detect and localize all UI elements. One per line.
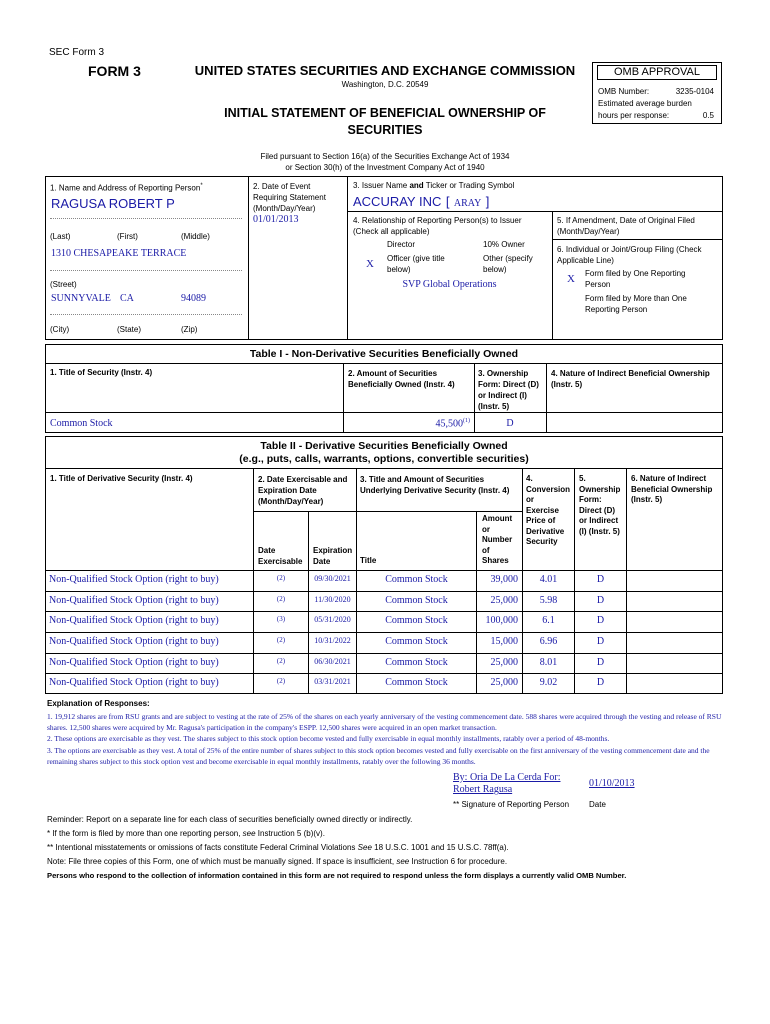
filed-pursuant-line1: Filed pursuant to Section 16(a) of the Securities Exchange Act of 1934 xyxy=(260,152,510,161)
underlying-shares: 100,000 xyxy=(485,615,518,627)
box3-label: 3. Issuer Name and Ticker or Trading Symbol xyxy=(353,181,515,190)
signature-value: By: Oria De La Cerda For: Robert Ragusa xyxy=(453,772,561,795)
underlying-shares: 25,000 xyxy=(490,677,518,689)
date-label: Date xyxy=(589,800,606,809)
table1-row-form: D xyxy=(506,418,514,429)
derivative-title: Non-Qualified Stock Option (right to buy) xyxy=(49,677,219,689)
derivative-title: Non-Qualified Stock Option (right to buy) xyxy=(49,594,219,606)
omb-hours-value: 0.5 xyxy=(702,111,714,120)
table1-row-amount: 45,500$^{(1)}$ xyxy=(435,418,470,430)
table2-header-underlying: 3. Title and Amount of Securities Underlying Derivative Security (Instr. 4) xyxy=(360,475,510,495)
one-reporting-person-option: Form filed by One Reporting Person xyxy=(585,269,686,289)
date-exercisable: (2) xyxy=(276,677,286,686)
ownership-form: D xyxy=(596,677,605,689)
officer-title-value: SVP Global Operations xyxy=(402,279,497,290)
ownership-form: D xyxy=(596,656,605,668)
footnote-3: 3. The options are exercisable as they vest. A total of 25% of the entire number of shares subject to this stock option becomes vested and fully exercisable on the first anniversary of the vesting commencement date and the remaining shares subject to this stock option vest and become exercisable in equal monthly installments, ratably over the following 36 months. xyxy=(47,746,710,766)
date-exercisable: (2) xyxy=(276,594,286,603)
table2-header-amount-shares: Amount or Number of Shares xyxy=(482,514,513,565)
row-divider xyxy=(45,673,723,674)
table2-header-title: 1. Title of Derivative Security (Instr. 4) xyxy=(50,474,193,483)
ten-percent-owner-label: 10% Owner xyxy=(483,240,525,249)
table1-header-nature: 4. Nature of Indirect Beneficial Ownership (Instr. 5) xyxy=(551,369,710,389)
date-exercisable: (3) xyxy=(276,615,286,624)
filed-pursuant-line2: or Section 30(h) of the Investment Company Act of 1940 xyxy=(285,163,485,172)
zip-value: 94089 xyxy=(181,293,206,304)
box1-label: 1. Name and Address of Reporting Person* xyxy=(50,183,203,193)
footnote-1: 1. 19,912 shares are from RSU grants and are subject to vesting at the rate of 25% of the shares on each yearly anniversary of the vesting commencement date. 588 shares were acquired through the vesting and release of RSU shares. 12,500 shares were acquired by Mr. Ragusa's participation in the company's ESPP. 12,500 shares were acquired in an open market transaction. xyxy=(47,712,722,732)
expiration-date: 10/31/2022 xyxy=(314,636,351,645)
exercise-price: 6.96 xyxy=(539,636,558,647)
underlying-title: Common Stock xyxy=(385,594,448,606)
multiple-reporting-persons-option: Form filed by More than One Reporting Person xyxy=(585,294,687,314)
table2-title: Table II - Derivative Securities Beneficially Owned (e.g., puts, calls, warrants, options, convertible securities) xyxy=(239,440,529,465)
exercise-price: 4.01 xyxy=(539,574,558,585)
street-value: 1310 CHESAPEAKE TERRACE xyxy=(51,248,187,259)
omb-burden-label: Estimated average burden xyxy=(598,99,692,108)
underlying-title: Common Stock xyxy=(385,636,448,647)
omb-number-label: OMB Number: xyxy=(598,87,650,96)
date-exercisable: (2) xyxy=(276,656,286,665)
note-omb-number: Persons who respond to the collection of information contained in this form are not required to respond unless the form displays a currently valid OMB Number. xyxy=(47,871,627,880)
box5-label: 5. If Amendment, Date of Original Filed (Month/Day/Year) xyxy=(557,216,695,236)
commission-location: Washington, D.C. 20549 xyxy=(341,80,429,89)
city-value: SUNNYVALE xyxy=(51,293,111,304)
table2-header-nature: 6. Nature of Indirect Beneficial Ownership (Instr. 5) xyxy=(631,474,713,504)
ownership-form: D xyxy=(596,636,605,647)
other-label: Other (specify below) xyxy=(483,254,533,274)
note-file-copies: Note: File three copies of this Form, one of which must be manually signed. If space is insufficient, see Instruction 6 for procedure. xyxy=(47,857,508,866)
date-exercisable: (2) xyxy=(276,574,286,582)
table2-header-ownership-form: 5. Ownership Form: Direct (D) or Indirect (I) (Instr. 5) xyxy=(579,474,621,536)
state-value: CA xyxy=(120,293,134,304)
filing-type-checkmark: X xyxy=(567,273,575,285)
table1-title: Table I - Non-Derivative Securities Beneficially Owned xyxy=(249,348,519,360)
zip-label: (Zip) xyxy=(181,325,198,334)
exercise-price: 8.01 xyxy=(539,656,558,668)
underlying-title: Common Stock xyxy=(385,677,448,689)
row-divider xyxy=(45,591,723,592)
exercise-price: 5.98 xyxy=(539,594,558,606)
table1-header-amount: 2. Amount of Securities Beneficially Owned (Instr. 4) xyxy=(348,369,455,389)
table2-header-dates: 2. Date Exercisable and Expiration Date (Month/Day/Year) xyxy=(258,475,348,506)
officer-label: Officer (give title below) xyxy=(387,254,445,274)
underlying-title: Common Stock xyxy=(385,615,448,627)
expiration-date: 06/30/2021 xyxy=(314,656,351,666)
row-divider xyxy=(45,611,723,612)
box6-label: 6. Individual or Joint/Group Filing (Check Applicable Line) xyxy=(557,245,702,265)
table1-header-title: 1. Title of Security (Instr. 4) xyxy=(50,368,153,377)
underlying-shares: 25,000 xyxy=(490,594,518,606)
table2-header-conversion-price: 4. Conversion or Exercise Price of Derivative Security xyxy=(526,474,571,546)
underlying-title: Common Stock xyxy=(385,656,448,668)
omb-hours-label: hours per response: xyxy=(598,111,670,120)
omb-approval-title: OMB APPROVAL xyxy=(597,65,717,80)
city-label: (City) xyxy=(50,325,70,334)
underlying-shares: 25,000 xyxy=(490,656,518,668)
expiration-date: 11/30/2020 xyxy=(314,594,351,604)
ownership-form: D xyxy=(596,615,605,627)
date-exercisable: (2) xyxy=(276,636,286,644)
exercise-price: 6.1 xyxy=(542,615,555,627)
middle-label: (Middle) xyxy=(181,232,210,241)
last-label: (Last) xyxy=(50,232,71,241)
derivative-title: Non-Qualified Stock Option (right to buy) xyxy=(49,636,219,647)
statement-title-line1: INITIAL STATEMENT OF BENEFICIAL OWNERSHIP OF xyxy=(224,106,546,120)
signature-date-value: 01/10/2013 xyxy=(589,778,635,789)
table1-header-ownership-form: 3. Ownership Form: Direct (D) or Indirect (I) (Instr. 5) xyxy=(478,369,539,411)
row-divider xyxy=(45,632,723,633)
table1-row-title: Common Stock xyxy=(50,418,113,429)
statement-title-line2: SECURITIES xyxy=(347,123,423,137)
note-misstatements: ** Intentional misstatements or omissions of facts constitute Federal Criminal Violations See 18 U.S.C. 1001 and 15 U.S.C. 78ff(a). xyxy=(47,843,509,852)
underlying-shares: 15,000 xyxy=(490,636,518,647)
derivative-title: Non-Qualified Stock Option (right to buy) xyxy=(49,656,219,668)
box2-label: 2. Date of Event Requiring Statement (Month/Day/Year) xyxy=(253,182,326,213)
ownership-form: D xyxy=(596,574,605,585)
table2-header-expiration-date: Expiration Date xyxy=(313,546,353,566)
form-title: FORM 3 xyxy=(88,63,141,79)
issuer-ticker: ACCURAY INC [ ARAY ] xyxy=(353,194,490,209)
signature-label: ** Signature of Reporting Person xyxy=(453,800,570,809)
expiration-date: 03/31/2021 xyxy=(314,677,351,687)
explanation-heading: Explanation of Responses: xyxy=(47,699,150,708)
commission-title: UNITED STATES SECURITIES AND EXCHANGE COMMISSION xyxy=(194,63,576,78)
reminder-note: Reminder: Report on a separate line for each class of securities beneficially owned directly or indirectly. xyxy=(47,815,413,824)
event-date-value: 01/01/2013 xyxy=(253,214,299,225)
table2-header-underlying-title: Title xyxy=(360,556,377,565)
underlying-title: Common Stock xyxy=(385,574,448,585)
derivative-title: Non-Qualified Stock Option (right to buy) xyxy=(49,615,219,627)
box4-label: 4. Relationship of Reporting Person(s) to Issuer (Check all applicable) xyxy=(353,216,522,236)
underlying-shares: 39,000 xyxy=(490,574,518,585)
exercise-price: 9.02 xyxy=(539,677,558,689)
reporting-person-name: RAGUSA ROBERT P xyxy=(51,196,175,211)
first-label: (First) xyxy=(117,232,138,241)
street-label: (Street) xyxy=(50,280,77,289)
footnote-2: 2. These options are exercisable as they vest. The shares subject to this stock option become vested and fully exercisable in equal monthly installments, ratably over a period of 48-months. xyxy=(47,734,610,743)
ownership-form: D xyxy=(596,594,605,606)
note-multiple-persons: * If the form is filed by more than one reporting person, see Instruction 5 (b)(v). xyxy=(47,829,325,838)
table2-header-date-exercisable: Date Exercisable xyxy=(258,546,303,566)
row-divider xyxy=(45,653,723,654)
sec-form-label: SEC Form 3 xyxy=(49,47,105,58)
omb-number-value: 3235-0104 xyxy=(675,87,714,96)
expiration-date: 05/31/2020 xyxy=(314,615,351,625)
expiration-date: 09/30/2021 xyxy=(314,574,351,583)
derivative-title: Non-Qualified Stock Option (right to buy) xyxy=(49,574,219,585)
state-label: (State) xyxy=(117,325,142,334)
officer-checkmark: X xyxy=(366,258,374,270)
director-label: Director xyxy=(387,240,416,249)
